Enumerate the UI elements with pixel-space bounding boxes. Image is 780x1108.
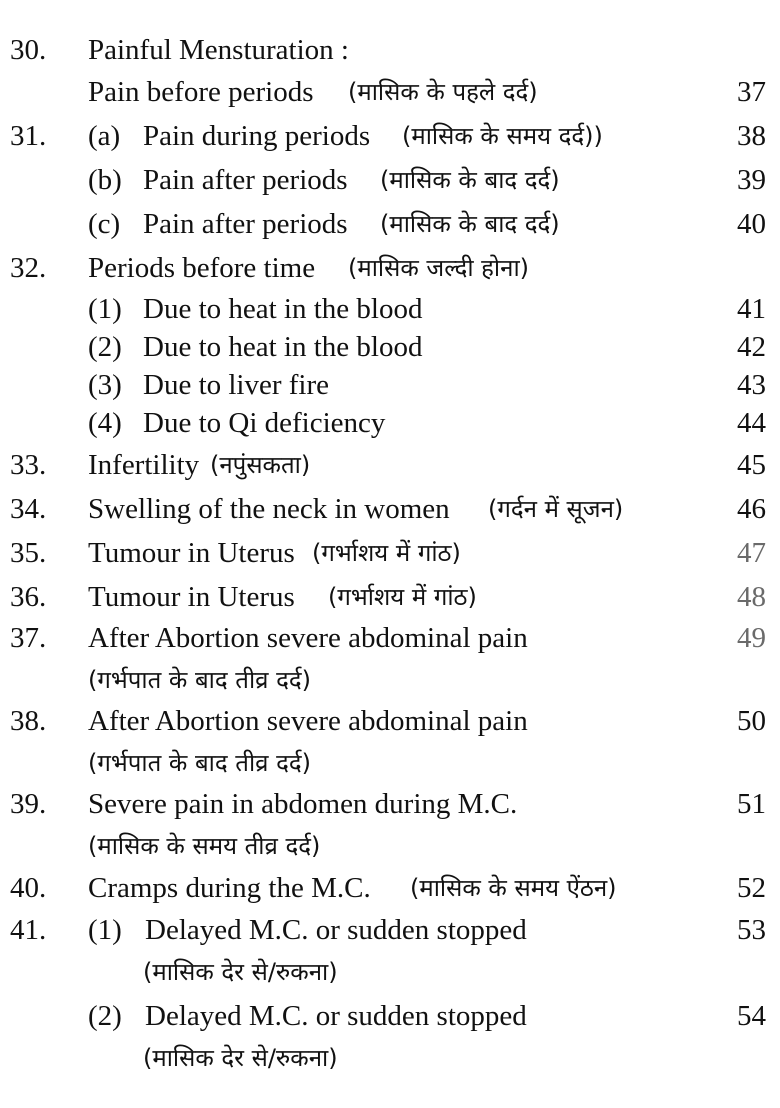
entry-page: 38 xyxy=(737,120,766,152)
entry-page: 37 xyxy=(737,76,766,108)
toc-row-31c xyxy=(0,204,780,244)
entry-title: After Abortion severe abdominal pain xyxy=(88,705,528,737)
toc-row-39-hindi xyxy=(0,826,780,866)
entry-title: Painful Mensturation : xyxy=(88,34,349,66)
toc-row-32-1 xyxy=(0,289,780,329)
entry-title: After Abortion severe abdominal pain xyxy=(88,622,528,654)
entry-hindi: (गर्भाशय में गांठ) xyxy=(312,539,461,567)
entry-page: 53 xyxy=(737,914,766,946)
entry-number: 37. xyxy=(10,622,47,654)
entry-hindi: (मासिक जल्दी होना) xyxy=(348,254,530,282)
entry-hindi: (गर्दन में सूजन) xyxy=(488,495,624,523)
entry-title: Due to heat in the blood xyxy=(143,331,423,363)
entry-hindi: (मासिक देर से/रुकना) xyxy=(143,958,338,986)
entry-number: 41. xyxy=(10,914,47,946)
entry-title: Due to heat in the blood xyxy=(143,293,423,325)
entry-title: Infertility xyxy=(88,449,200,481)
entry-page: 54 xyxy=(737,1000,766,1032)
entry-sub-marker: (1) xyxy=(88,914,122,946)
entry-title: Cramps during the M.C. xyxy=(88,872,371,904)
entry-hindi: (नपुंसकता) xyxy=(210,451,311,479)
toc-row-32-heading xyxy=(0,248,780,288)
entry-number: 32. xyxy=(10,252,47,284)
entry-number: 33. xyxy=(10,449,47,481)
entry-title: Tumour in Uterus xyxy=(88,537,295,569)
entry-title: Tumour in Uterus xyxy=(88,581,295,613)
toc-row-41-2-hindi xyxy=(0,1038,780,1078)
entry-hindi: (गर्भपात के बाद तीव्र दर्द) xyxy=(88,666,311,694)
toc-row-38-hindi xyxy=(0,743,780,783)
entry-number: 30. xyxy=(10,34,47,66)
entry-title: Pain during periods xyxy=(143,120,371,152)
entry-title: Delayed M.C. or sudden stopped xyxy=(145,1000,527,1032)
entry-hindi: (गर्भाशय में गांठ) xyxy=(328,583,477,611)
entry-number: 35. xyxy=(10,537,47,569)
entry-page: 42 xyxy=(737,331,766,363)
toc-row-32-4 xyxy=(0,403,780,443)
entry-sub-marker: (b) xyxy=(88,164,122,196)
entry-hindi: (मासिक के समय दर्द)) xyxy=(402,122,603,150)
entry-page: 48 xyxy=(737,581,766,613)
entry-sub-marker: (c) xyxy=(88,208,121,240)
entry-sub-marker: (4) xyxy=(88,407,122,439)
entry-page: 44 xyxy=(737,407,766,439)
entry-sub-marker: (a) xyxy=(88,120,121,152)
entry-page: 39 xyxy=(737,164,766,196)
entry-page: 52 xyxy=(737,872,766,904)
toc-row-35 xyxy=(0,533,780,573)
toc-row-30-heading xyxy=(0,30,780,70)
toc-row-32-2 xyxy=(0,327,780,367)
entry-title: Periods before time xyxy=(88,252,316,284)
toc-row-30-pain-before xyxy=(0,72,780,112)
entry-title: Swelling of the neck in women xyxy=(88,493,450,525)
entry-number: 39. xyxy=(10,788,47,820)
toc-row-37 xyxy=(0,618,780,658)
entry-hindi: (मासिक के बाद दर्द) xyxy=(380,210,560,238)
entry-title: Pain after periods xyxy=(143,208,348,240)
entry-title: Due to Qi deficiency xyxy=(143,407,386,439)
toc-row-34 xyxy=(0,489,780,529)
entry-number: 38. xyxy=(10,705,47,737)
toc-row-31a xyxy=(0,116,780,156)
entry-sub-marker: (1) xyxy=(88,293,122,325)
entry-hindi: (मासिक के बाद दर्द) xyxy=(380,166,560,194)
entry-page: 51 xyxy=(737,788,766,820)
entry-title: Delayed M.C. or sudden stopped xyxy=(145,914,527,946)
entry-number: 34. xyxy=(10,493,47,525)
entry-hindi: (मासिक के पहले दर्द) xyxy=(348,78,538,106)
entry-title: Pain before periods xyxy=(88,76,314,108)
entry-hindi: (मासिक देर से/रुकना) xyxy=(143,1044,338,1072)
entry-page: 47 xyxy=(737,537,766,569)
toc-row-36 xyxy=(0,577,780,617)
entry-hindi: (मासिक के समय ऐंठन) xyxy=(410,874,617,902)
entry-title: Due to liver fire xyxy=(143,369,330,401)
entry-page: 49 xyxy=(737,622,766,654)
entry-number: 36. xyxy=(10,581,47,613)
entry-sub-marker: (2) xyxy=(88,1000,122,1032)
entry-page: 45 xyxy=(737,449,766,481)
toc-row-32-3 xyxy=(0,365,780,405)
toc-row-41-1-hindi xyxy=(0,952,780,992)
toc-row-40 xyxy=(0,868,780,908)
entry-number: 31. xyxy=(10,120,47,152)
entry-sub-marker: (2) xyxy=(88,331,122,363)
toc-row-41-2 xyxy=(0,996,780,1036)
entry-hindi: (गर्भपात के बाद तीव्र दर्द) xyxy=(88,749,311,777)
entry-page: 41 xyxy=(737,293,766,325)
entry-page: 43 xyxy=(737,369,766,401)
entry-sub-marker: (3) xyxy=(88,369,122,401)
toc-row-31b xyxy=(0,160,780,200)
toc-row-39 xyxy=(0,784,780,824)
entry-hindi: (मासिक के समय तीव्र दर्द) xyxy=(88,832,321,860)
entry-number: 40. xyxy=(10,872,47,904)
toc-row-37-hindi xyxy=(0,660,780,700)
entry-page: 46 xyxy=(737,493,766,525)
entry-page: 50 xyxy=(737,705,766,737)
toc-row-33 xyxy=(0,445,780,485)
entry-title: Severe pain in abdomen during M.C. xyxy=(88,788,518,820)
toc-row-41-1 xyxy=(0,910,780,950)
entry-title: Pain after periods xyxy=(143,164,348,196)
entry-page: 40 xyxy=(737,208,766,240)
toc-row-38 xyxy=(0,701,780,741)
